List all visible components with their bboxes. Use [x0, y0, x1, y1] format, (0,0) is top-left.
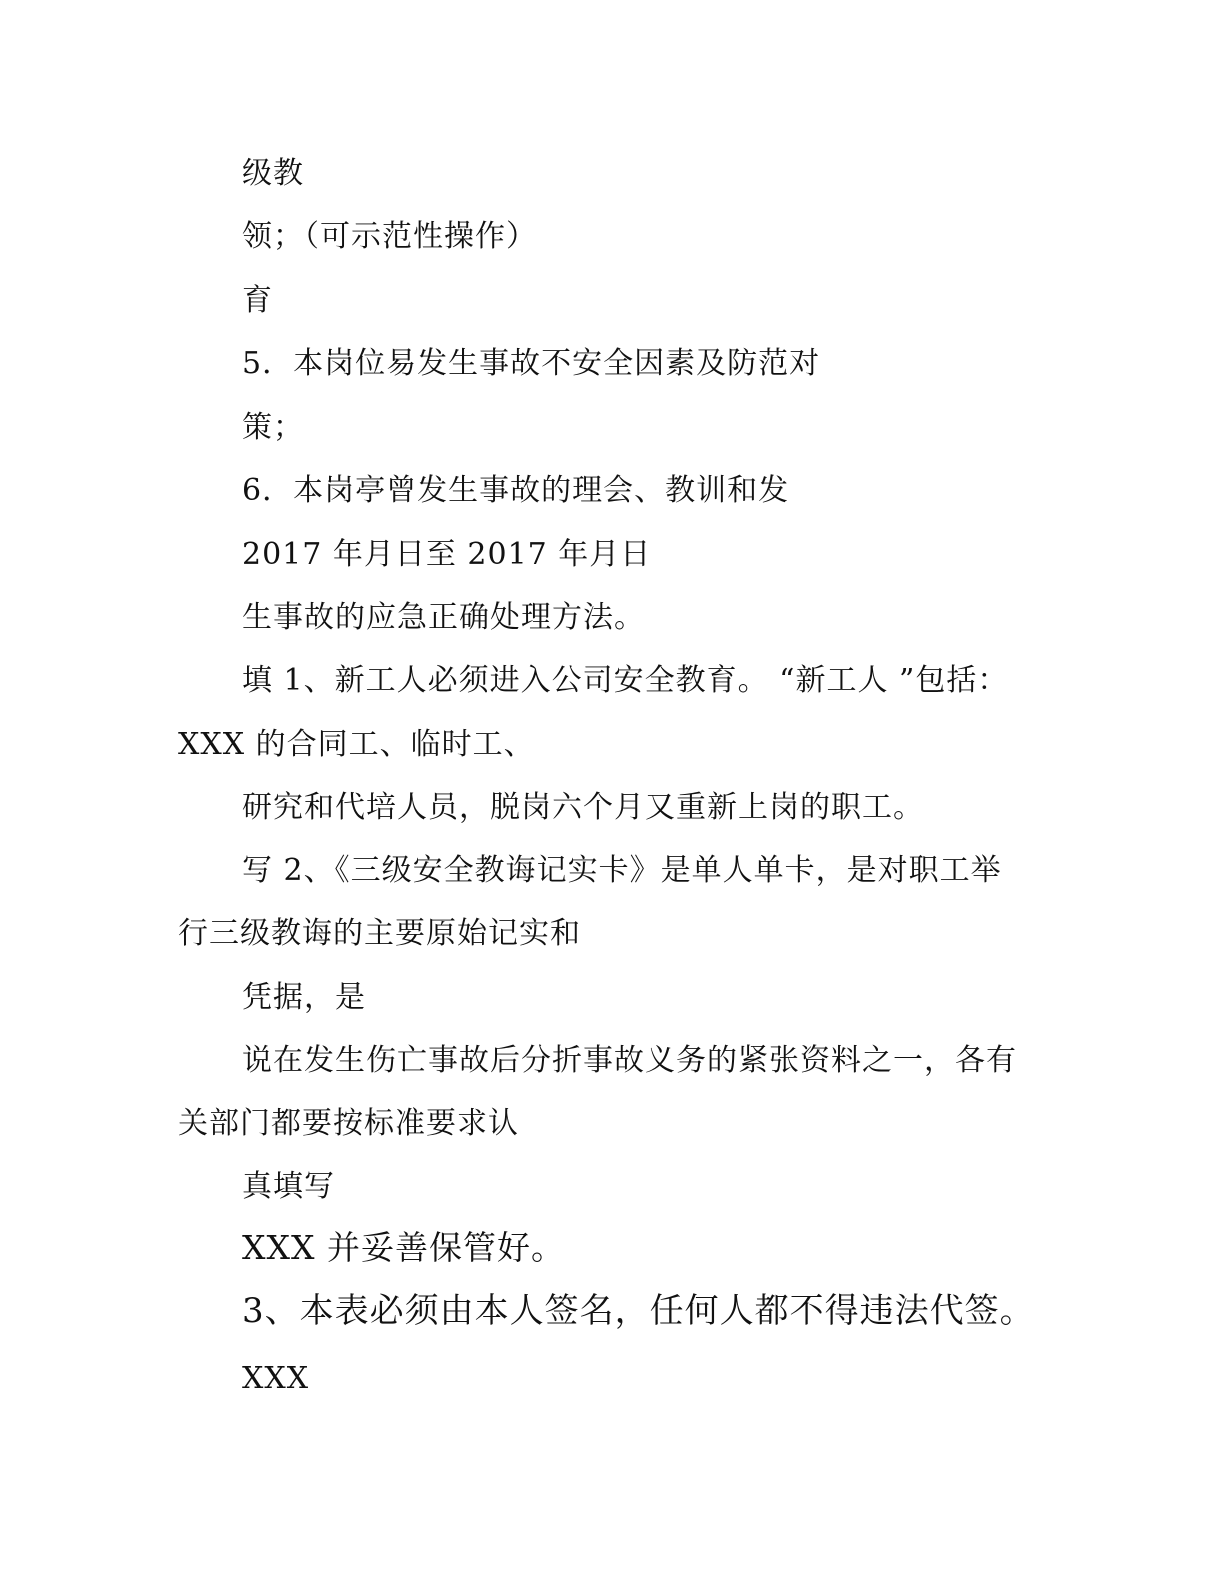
text-line: 育 — [242, 283, 273, 318]
text-line: 6．本岗亭曾发生事故的理会、教训和发 — [242, 473, 790, 508]
text-line: XXX 并妥善保管好。 — [242, 1228, 565, 1267]
text-line: 3、本表必须由本人签名，任何人都不得违法代签。 — [242, 1291, 1035, 1331]
text-line: 生事故的应急正确处理方法。 — [242, 600, 645, 635]
text-line: 级教 — [242, 156, 304, 191]
text-line: 5．本岗位易发生事故不安全因素及防范对 — [242, 346, 821, 381]
text-line: 研究和代培人员，脱岗六个月又重新上岗的职工。 — [242, 790, 924, 825]
text-line: 写 2、《三级安全教诲记实卡》是单人单卡，是对职工举 — [242, 853, 1002, 888]
text-line: 领；（可示范性操作） — [242, 219, 537, 254]
text-line: 关部门都要按标准要求认 — [178, 1106, 519, 1141]
text-line: 真填写 — [242, 1169, 335, 1204]
text-line: XXX — [242, 1361, 310, 1396]
text-line: 凭据，是 — [242, 980, 366, 1015]
text-line: 填 1、新工人必须进入公司安全教育。 “新工人 ”包括： — [242, 663, 1009, 698]
text-line: 2017 年月日至 2017 年月日 — [242, 537, 652, 572]
text-line: XXX 的合同工、临时工、 — [178, 727, 535, 762]
text-line: 策； — [242, 410, 304, 445]
text-line: 说在发生伤亡事故后分折事故义务的紧张资料之一，各有 — [242, 1043, 1017, 1078]
text-line: 行三级教诲的主要原始记实和 — [178, 916, 581, 951]
